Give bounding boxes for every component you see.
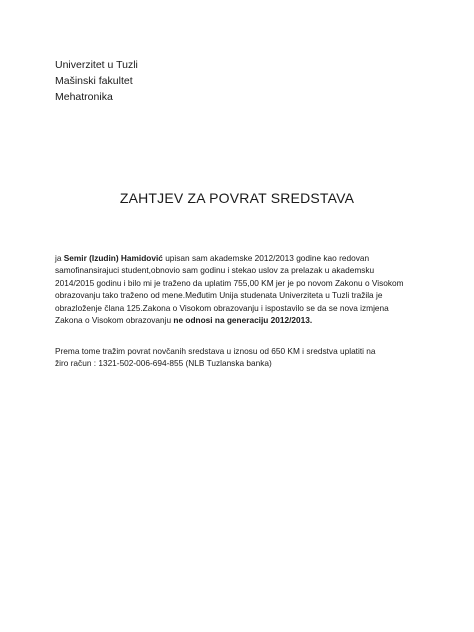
refund-paragraph <box>55 345 435 370</box>
document-title: ZAHTJEV ZA POVRAT SREDSTAVA <box>119 190 355 206</box>
paragraph-text: ja <box>55 253 64 263</box>
emphasis-text: ne odnosi na generaciju 2012/2013. <box>173 315 313 326</box>
paragraph-line <box>55 314 435 326</box>
paragraph-line: Prema tome tražim povrat novčanih sredstava u iznosu od 650 KM i sredstva uplatiti na <box>55 346 376 356</box>
letter-header <box>55 57 138 105</box>
paragraph-text: upisan sam akademske 2012/2013 godine kao redovan <box>162 253 370 263</box>
paragraph-line <box>55 252 435 264</box>
department-name: Mehatronika <box>55 91 113 103</box>
paragraph-line: samofinansirajuci student,obnovio sam godinu i stekao uslov za prelazak u akademsku <box>55 265 375 276</box>
request-paragraph <box>55 252 435 326</box>
faculty-name: Mašinski fakultet <box>55 75 133 87</box>
paragraph-line: obrazloženje člana 125.Zakona o Visokom obrazovanju i ispostavilo se da se nova izmjena <box>55 302 389 313</box>
paragraph-line: 2014/2015 godinu i bilo mi je traženo da uplatim 755,00 KM jer je po novom Zakonu o Visokom <box>55 277 404 288</box>
applicant-name: Semir (Izudin) Hamidović <box>63 253 163 263</box>
bank-account-line: žiro račun : 1321-502-006-694-855 (NLB Tuzlanska banka) <box>55 358 272 369</box>
university-name: Univerzitet u Tuzli <box>55 59 138 71</box>
paragraph-text: Zakona o Visokom obrazovanju <box>55 315 174 326</box>
paragraph-line: obrazovanju tako traženo od mene.Međutim Unija studenata Univerziteta u Tuzli tražila je <box>55 290 383 301</box>
